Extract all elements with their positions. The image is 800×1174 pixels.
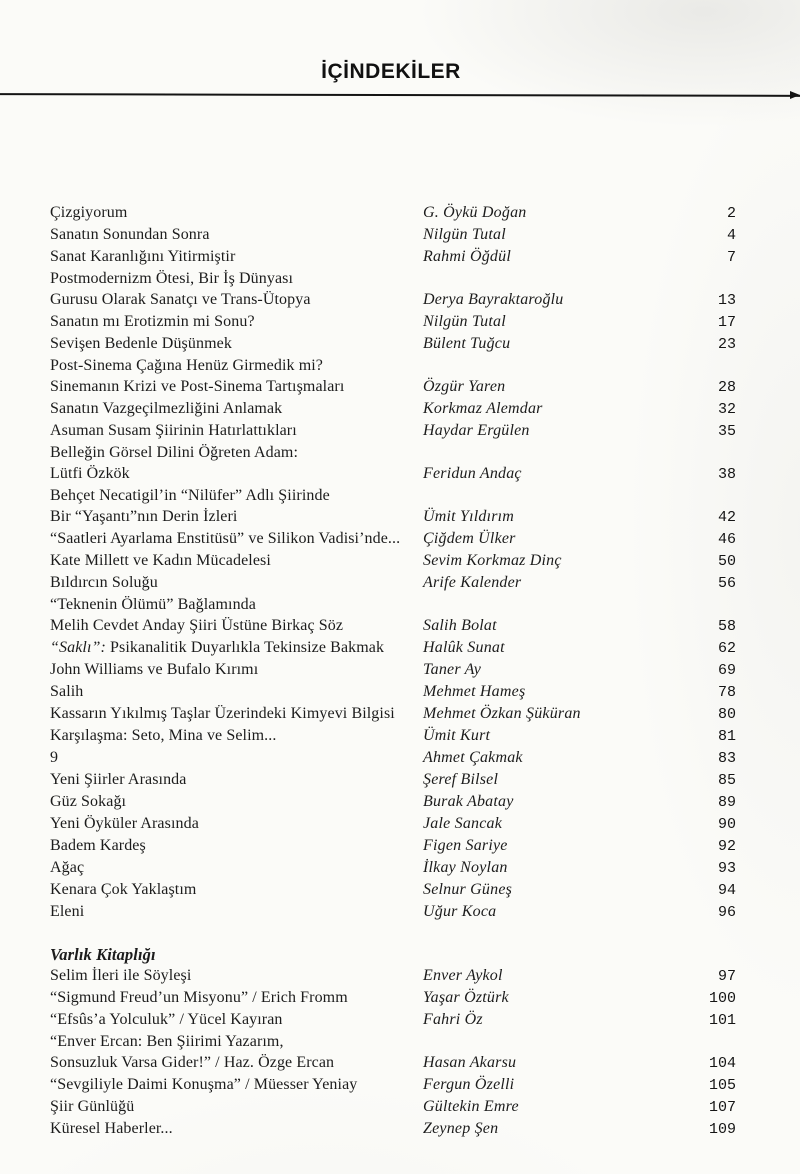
toc-row: [50, 376, 736, 398]
header-rule: [0, 92, 800, 98]
entry-author: Korkmaz Alemdar: [423, 400, 543, 417]
entry-author: Ahmet Çakmak: [423, 749, 523, 766]
toc-row: [50, 835, 736, 857]
entry-author: Mehmet Özkan Şüküran: [423, 705, 581, 722]
entry-author: Yaşar Öztürk: [423, 989, 509, 1006]
entry-title: Kassarın Yıkılmış Taşlar Üzerindeki Kimyevi Bilgisi: [50, 705, 395, 722]
entry-title: Sanatın mı Erotizmin mi Sonu?: [50, 313, 255, 330]
toc-row: [50, 528, 736, 550]
toc-row: [50, 637, 736, 659]
entry-author: Burak Abatay: [423, 793, 514, 810]
entry-page: 2: [726, 205, 736, 222]
toc-row: [50, 420, 736, 442]
entry-page: 109: [708, 1121, 736, 1138]
toc-row: [50, 202, 736, 224]
entry-author: Nilgün Tutal: [423, 226, 506, 243]
toc-row: [50, 987, 736, 1009]
entry-page: 69: [717, 662, 736, 679]
entry-author: Özgür Yaren: [423, 378, 506, 395]
toc-row: [50, 703, 736, 725]
toc-row: [50, 550, 736, 572]
toc-row: [50, 791, 736, 813]
entry-title: Karşılaşma: Seto, Mina ve Selim...: [50, 727, 277, 744]
toc-row: [50, 224, 736, 246]
entry-author: Hasan Akarsu: [423, 1054, 517, 1071]
entry-author: Selnur Güneş: [423, 881, 513, 898]
entry-title: Badem Kardeş: [50, 837, 146, 854]
entry-author: Gültekin Emre: [423, 1098, 519, 1115]
toc-row: [50, 355, 736, 376]
entry-title: Lütfi Özkök: [50, 465, 130, 482]
entry-author: Haydar Ergülen: [423, 422, 530, 439]
toc-row: [50, 615, 736, 637]
entry-page: 62: [717, 640, 736, 657]
entry-page: 78: [717, 684, 736, 701]
entry-title: 9: [50, 749, 59, 766]
toc-row: [50, 681, 736, 703]
page-title: İÇİNDEKİLER: [321, 60, 461, 83]
entry-title: Behçet Necatigil’in “Nilüfer” Adlı Şiirinde: [50, 487, 330, 504]
entry-page: 92: [717, 838, 736, 855]
entry-author: Fahri Öz: [423, 1011, 483, 1028]
header-rule-line: [0, 93, 800, 97]
entry-page: 4: [726, 227, 736, 244]
entry-author: İlkay Noylan: [423, 859, 508, 876]
entry-page: 100: [708, 990, 736, 1007]
entry-title: Selim İleri ile Söyleşi: [50, 967, 192, 984]
entry-page: 81: [717, 728, 736, 745]
entry-page: 28: [717, 379, 736, 396]
toc-row: [50, 506, 736, 528]
entry-author: Mehmet Hameş: [423, 683, 526, 700]
entry-title: “Teknenin Ölümü” Bağlamında: [50, 596, 256, 613]
entry-page: 85: [717, 772, 736, 789]
entry-page: 80: [717, 706, 736, 723]
entry-title: Sinemanın Krizi ve Post-Sinema Tartışmaları: [50, 378, 345, 395]
entry-title: Post-Sinema Çağına Henüz Girmedik mi?: [50, 357, 323, 374]
entry-page: 7: [726, 249, 736, 266]
entry-page: 101: [708, 1012, 736, 1029]
entry-title: Bir “Yaşantı”nın Derin İzleri: [50, 508, 238, 525]
entry-page: 96: [717, 904, 736, 921]
entry-title: Gurusu Olarak Sanatçı ve Trans-Ütopya: [50, 291, 311, 308]
toc-row: [50, 879, 736, 901]
entry-page: 50: [717, 553, 736, 570]
toc-row: [50, 1074, 736, 1096]
toc-row: [50, 311, 736, 333]
entry-title: Belleğin Görsel Dilini Öğreten Adam:: [50, 444, 298, 461]
entry-page: 38: [717, 466, 736, 483]
entry-title: “Sevgiliyle Daimi Konuşma” / Müesser Yeniay: [50, 1076, 358, 1093]
entry-author: Uğur Koca: [423, 903, 497, 920]
entry-title: Ağaç: [50, 859, 85, 876]
rule-arrowhead-icon: [790, 91, 800, 99]
entry-title: Küresel Haberler...: [50, 1120, 173, 1137]
entry-title: Bıldırcın Soluğu: [50, 574, 158, 591]
entry-author: Nilgün Tutal: [423, 313, 506, 330]
toc-row: [50, 1118, 736, 1140]
toc-row: [50, 965, 736, 987]
entry-title: “Efsûs’a Yolculuk” / Yücel Kayıran: [50, 1011, 283, 1028]
entry-page: 104: [708, 1055, 736, 1072]
entry-page: 56: [717, 575, 736, 592]
entry-title: Sonsuzluk Varsa Gider!” / Haz. Özge Ercan: [50, 1054, 335, 1071]
entry-page: 35: [717, 423, 736, 440]
toc-row: [50, 442, 736, 463]
toc-row: [50, 289, 736, 311]
entry-author: Salih Bolat: [423, 617, 497, 634]
toc-row: [50, 246, 736, 268]
toc-row: [50, 813, 736, 835]
entry-title: Kenara Çok Yaklaştım: [50, 881, 197, 898]
toc-row: [50, 725, 736, 747]
entry-title: Salih: [50, 683, 84, 700]
toc-row: [50, 857, 736, 879]
entry-author: Fergun Özelli: [423, 1076, 515, 1093]
entry-author: Rahmi Öğdül: [423, 248, 511, 265]
toc-row: [50, 572, 736, 594]
entry-title: Güz Sokağı: [50, 793, 127, 810]
entry-title: “Sigmund Freud’un Misyonu” / Erich Fromm: [50, 989, 348, 1006]
entry-author: Ümit Yıldırım: [423, 508, 515, 525]
entry-title: Asuman Susam Şiirinin Hatırlattıkları: [50, 422, 297, 439]
entry-page: 97: [717, 968, 736, 985]
entry-author: G. Öykü Doğan: [423, 204, 527, 221]
entry-title: John Williams ve Bufalo Kırımı: [50, 661, 259, 678]
entry-author: Çiğdem Ülker: [423, 530, 516, 547]
toc-row: [50, 485, 736, 506]
toc-row: [50, 268, 736, 289]
entry-title: Eleni: [50, 903, 85, 920]
entry-author: Taner Ay: [423, 661, 482, 678]
entry-page: 107: [708, 1099, 736, 1116]
entry-author: Bülent Tuğcu: [423, 335, 511, 352]
entry-title: Yeni Şiirler Arasında: [50, 771, 187, 788]
entry-page: 93: [717, 860, 736, 877]
entry-title: Sanatın Sonundan Sonra: [50, 226, 210, 243]
toc-row: [50, 1009, 736, 1031]
entry-title: “Enver Ercan: Ben Şiirimi Yazarım,: [50, 1033, 284, 1050]
entry-page: 42: [717, 509, 736, 526]
entry-author: Arife Kalender: [423, 574, 522, 591]
entry-page: 13: [717, 292, 736, 309]
toc-row: [50, 398, 736, 420]
entry-title: Sevişen Bedenle Düşünmek: [50, 335, 232, 352]
toc-row: [50, 1096, 736, 1118]
entry-page: 46: [717, 531, 736, 548]
entry-page: 83: [717, 750, 736, 767]
entry-author: Halûk Sunat: [423, 639, 505, 656]
entry-title: Kate Millett ve Kadın Mücadelesi: [50, 552, 271, 569]
entry-page: 105: [708, 1077, 736, 1094]
entry-author: Figen Sariye: [423, 837, 508, 854]
toc-row: [50, 659, 736, 681]
entry-page: 90: [717, 816, 736, 833]
entry-title: “Saatleri Ayarlama Enstitüsü” ve Silikon Vadisi’nde...: [50, 530, 401, 547]
entry-title: Yeni Öyküler Arasında: [50, 815, 199, 832]
entry-title: Varlık Kitaplığı: [50, 945, 156, 964]
entry-page: 89: [717, 794, 736, 811]
toc-row: [50, 594, 736, 615]
toc-row: [50, 944, 736, 965]
entry-page: 17: [717, 314, 736, 331]
entry-page: 23: [717, 336, 736, 353]
entry-title: Çizgiyorum: [50, 204, 128, 221]
entry-author: Derya Bayraktaroğlu: [423, 291, 564, 308]
entry-title: Melih Cevdet Anday Şiiri Üstüne Birkaç Söz: [50, 617, 344, 634]
entry-title: Şiir Günlüğü: [50, 1098, 135, 1115]
entry-author: Feridun Andaç: [423, 465, 522, 482]
entry-author: Zeynep Şen: [423, 1120, 499, 1137]
entry-author: Sevim Korkmaz Dinç: [423, 552, 562, 569]
toc-row: [50, 901, 736, 923]
entry-author: Şeref Bilsel: [423, 771, 499, 788]
entry-title: Sanat Karanlığını Yitirmiştir: [50, 248, 236, 265]
toc-row: [50, 1052, 736, 1074]
entry-page: 94: [717, 882, 736, 899]
toc-list: [50, 202, 736, 1140]
toc-row: [50, 333, 736, 355]
entry-author: Jale Sancak: [423, 815, 503, 832]
entry-page: 58: [717, 618, 736, 635]
entry-title: “Saklı”: Psikanalitik Duyarlıkla Tekinsize Bakmak: [50, 639, 385, 656]
entry-author: Enver Aykol: [423, 967, 503, 984]
toc-row: [50, 463, 736, 485]
toc-row: [50, 769, 736, 791]
toc-row: [50, 747, 736, 769]
entry-page: 32: [717, 401, 736, 418]
entry-title: Sanatın Vazgeçilmezliğini Anlamak: [50, 400, 283, 417]
entry-title: Postmodernizm Ötesi, Bir İş Dünyası: [50, 270, 294, 287]
toc-row: [50, 1031, 736, 1052]
entry-author: Ümit Kurt: [423, 727, 491, 744]
